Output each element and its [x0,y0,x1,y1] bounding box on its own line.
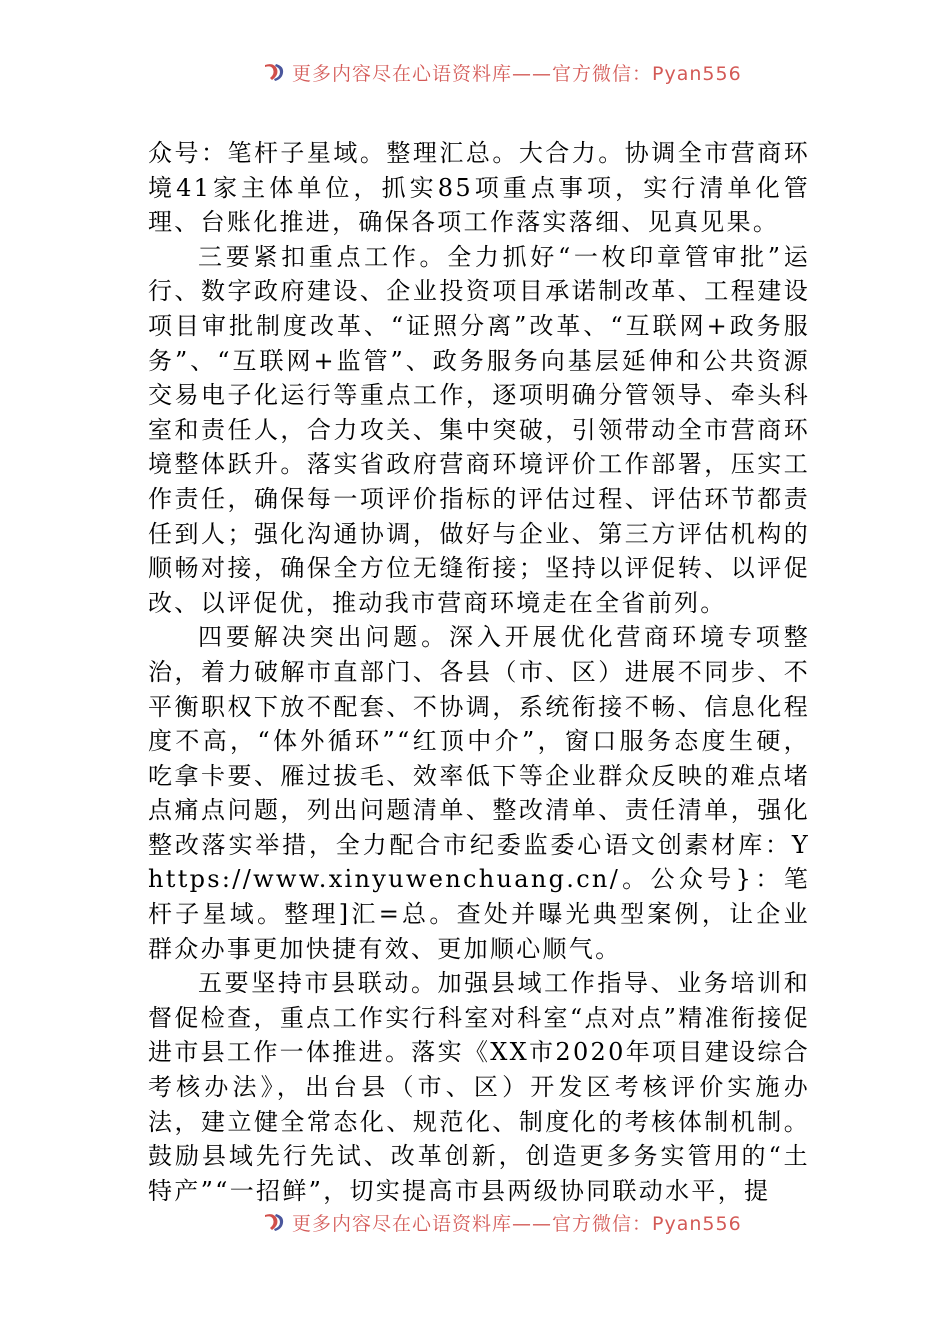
document-logo-icon [262,1211,286,1233]
paragraph-3: 四要解决突出问题。深入开展优化营商环境专项整治，着力破解市直部门、各县（市、区）进展不同步、不平衡职权下放不配套、不协调，系统衔接不畅、信息化程度不高，“体外循环”“红顶中介”，窗口服务态度生硬，吃拿卡要、雁过拔毛、效率低下等企业群众反映的难点堵点痛点问题，列出问题清单、整改清单、责任清单，强化整改落实举措，全力配合市纪委监委心语文创素材库：Yhttps://www.xinyuwenchuang.cn/。公众号}：笔杆子星域。整理]汇=总。查处并曝光典型案例，让企业群众办事更加快捷有效、更加顺心顺气。 [148,623,810,963]
paragraph-4: 五要坚持市县联动。加强县域工作指导、业务培训和督促检查，重点工作实行科室对科室“点对点”精准衔接促进市县工作一体推进。落实《XX市2020年项目建设综合考核办法》，出台县（市、区）开发区考核评价实施办法，建立健全常态化、规范化、制度化的考核体制机制。鼓励县域先行先试、改革创新，创造更多务实管用的“土特产”“一招鲜”，切实提高市县两级协同联动水平，提 [148,969,810,1205]
header-watermark [262,58,742,86]
watermark-text: 更多内容尽在心语资料库——官方微信：Pyan556 [292,1212,742,1235]
paragraph-1: 众号：笔杆子星域。整理汇总。大合力。协调全市营商环境41家主体单位，抓实85项重点事项，实行清单化管理、台账化推进，确保各项工作落实落细、见真见果。 [148,139,810,237]
document-logo-icon [262,61,286,83]
document-body [148,136,810,1208]
watermark-text: 更多内容尽在心语资料库——官方微信：Pyan556 [292,62,742,85]
paragraph-2: 三要紧扣重点工作。全力抓好“一枚印章管审批”运行、数字政府建设、企业投资项目承诺制改革、工程建设项目审批制度改革、“证照分离”改革、“互联网+政务服务”、“互联网+监管”、政务服务向基层延伸和公共资源交易电子化运行等重点工作，逐项明确分管领导、牵头科室和责任人，合力攻关、集中突破，引领带动全市营商环境整体跃升。落实省政府营商环境评价工作部署，压实工作责任，确保每一项评价指标的评估过程、评估环节都责任到人；强化沟通协调，做好与企业、第三方评估机构的顺畅对接，确保全方位无缝衔接；坚持以评促转、以评促改、以评促优，推动我市营商环境走在全省前列。 [148,242,810,617]
footer-watermark [262,1208,742,1236]
